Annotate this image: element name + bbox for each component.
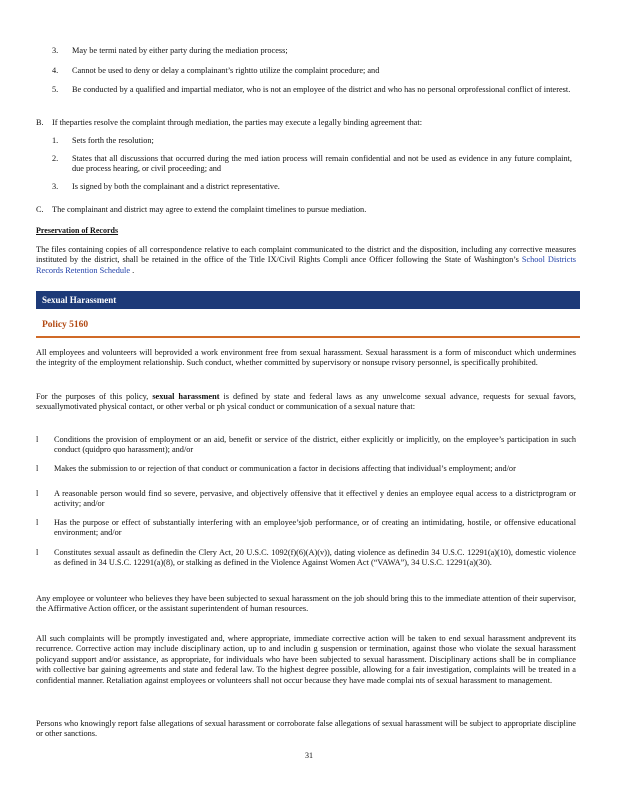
list-item [52,46,572,56]
bullet-text: Has the purpose or effect of substantially interfering with an employee’sjob performance, or of creating an intimidating, hostile, or offensive educational environment; and/or [54,518,576,538]
list-item [36,489,576,510]
bullet-text: Makes the submission to or rejection of that conduct or communication a factor in decisions affecting that individual’s employment; and/or [54,464,516,473]
bullet-mark: l [36,489,39,498]
bullet-text: Conditions the provision of employment or an aid, benefit or service of the district, either explicitly or implicitly, on the employee’s participation in such conduct (quidpro quo harassment); and/or [54,435,576,455]
section-text: The complainant and district may agree to extend the complaint timelines to pursue mediation. [52,205,367,214]
definition-keyword: sexual harassment [152,392,220,401]
bullet-mark: l [36,435,39,444]
section-letter: C. [36,205,44,214]
item-number: 3. [52,182,59,191]
list-item [52,136,572,146]
item-text: Be conducted by a qualified and impartial mediator, who is not an employee of the district and who has no personal orprofessional conflict of interest. [72,85,571,94]
bullet-mark: l [36,518,39,527]
policy-label: Policy 5160 [42,320,89,330]
item-number: 4. [52,66,59,75]
item-text: Is signed by both the complainant and a district representative. [72,182,280,191]
item-text: Sets forth the resolution; [72,136,154,145]
preservation-text: The files containing copies of all correspondence relative to each complaint communicated to the district and the disposition, including any corrective measures instituted by the district, shall be retained in the office of the Title IX/Civil Rights Compli ance Officer following the State of Washington’s [36,245,576,265]
list-item [52,66,572,76]
item-text: States that all discussions that occurred during the med iation process will remain confidential and not be used as evidence in any future complaint, due process hearing, or civil proceeding; and [72,154,572,174]
item-number: 5. [52,85,59,94]
section-b [36,118,576,128]
preservation-heading: Preservation of Records [36,226,119,235]
list-item [36,435,576,456]
preservation-end: . [130,265,135,275]
item-number: 2. [52,154,59,163]
section-banner: Sexual Harassment [36,291,580,309]
item-number: 1. [52,136,59,145]
definition-rest: is defined by state and federal laws as any unwelcome sexual advance, requests for sexual favors, sexuallymotivated physical contact, or other verbal or ph ysical conduct or communication of a sexual nature that: [36,392,576,412]
preservation-paragraph [36,245,576,276]
report-paragraph: Any employee or volunteer who believes they have been subjected to sexual harassment on the job should bring this to the immediate attention of their supervisor, the Affirmative Action officer, or the assistant superintendent of human resources. [36,594,576,614]
divider [36,336,580,338]
list-item [52,154,572,175]
list-item [36,464,576,474]
section-text: If theparties resolve the complaint through mediation, the parties may execute a legally binding agreement that: [52,118,423,127]
section-letter: B. [36,118,44,127]
bullet-mark: l [36,548,39,557]
definition-lead: For the purposes of this policy, [36,392,149,401]
definition-paragraph [36,392,576,413]
intro-paragraph: All employees and volunteers will beprovided a work environment free from sexual harassment. Sexual harassment is a form of misconduct which undermines the integrity of the employment relationship. Such conduct, whether committed by supervisory or nonsupe rvisory personnel, is specifically prohibited. [36,348,576,368]
bullet-mark: l [36,464,39,473]
item-number: 3. [52,46,59,55]
bullet-text: A reasonable person would find so severe, pervasive, and objectively offensive that it effectivel y denies an employee equal access to a districtprogram or activity; and/or [54,489,576,509]
list-item [52,182,572,192]
item-text: Cannot be used to deny or delay a complainant’s rightto utilize the complaint procedure; and [72,66,380,75]
item-text: May be termi nated by either party during the mediation process; [72,46,288,55]
list-item [36,548,576,569]
bullet-text: Constitutes sexual assault as definedin the Clery Act, 20 U.S.C. 1092(f)(6)(A)(v)), dating violence as definedin 34 U.S.C. 12291(a)(10), domestic violence as defined in 34 U.S.C. 12291(a)(8), or stalking as defined in the Violence Against Women Act (“VAWA”), 34 U.S.C. 12291(a)(30). [54,548,576,568]
section-c [36,205,576,215]
list-item [52,85,572,95]
retention-schedule-link[interactable]: School Districts Records Retention Schedule [36,255,576,275]
list-item [36,518,576,539]
investigation-paragraph: All such complaints will be promptly investigated and, where appropriate, immediate corrective action will be taken to end sexual harassment andprevent its recurrence. Corrective action may include disciplinary action, up to and includin g suspension or termination, against those who violate the sexual harassment policyand support and/or assistance, as appropriate, for individuals who have been subjected to sexual harassment. Disciplinary actions shall be in compliance with collective bar gaining agreements and state and federal law. To the highest degree possible, allowing for a fair investigation, complaints will be treated in a confidential manner. Retaliation against employees or volunteers shall not occur because they have made complai nts of sexual harassment to management. [36,634,576,685]
false-allegations-paragraph: Persons who knowingly report false allegations of sexual harassment or corroborate false allegations of sexual harassment will be subject to appropriate discipline or other sanctions. [36,719,576,739]
page-number: 31 [305,751,313,760]
